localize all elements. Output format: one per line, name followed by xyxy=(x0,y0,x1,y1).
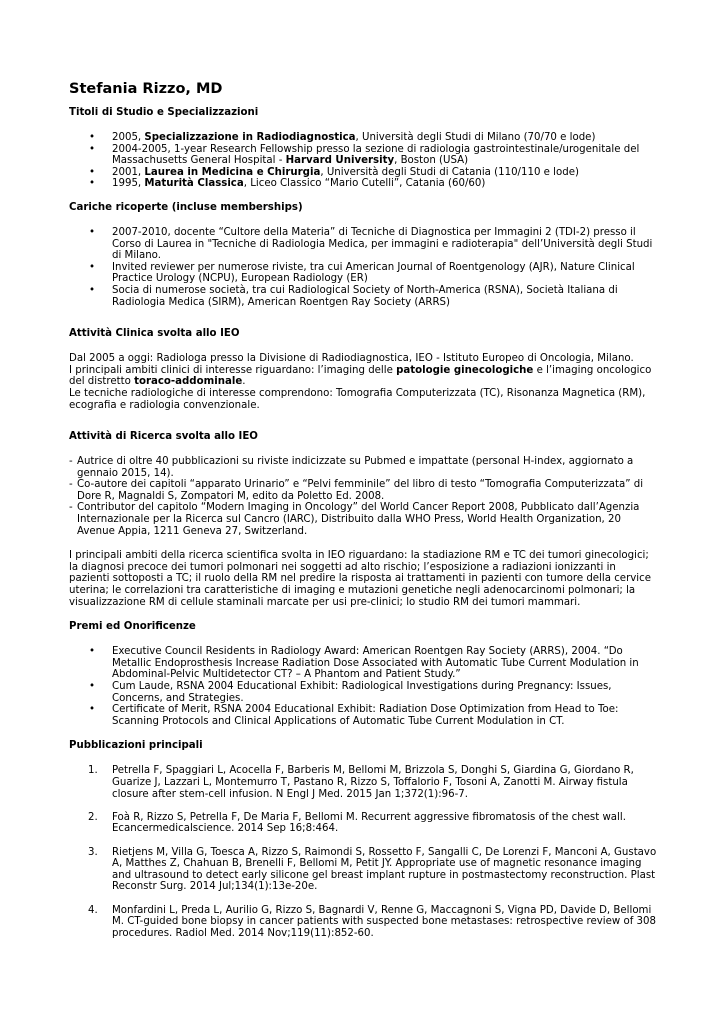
list-item: • Invited reviewer per numerose riviste, tra cui American Journal of Roentgenology (AJR), Nature Clinical Practice Urology (NCPU), European Radiology (ER) xyxy=(69,262,659,285)
section-title-ricerca: Attività di Ricerca svolta allo IEO xyxy=(69,431,258,443)
clinica-line-1: Dal 2005 a oggi: Radiologa presso la Divisione di Radiodiagnostica, IEO - Istituto Europeo di Oncologia, Milano. xyxy=(69,353,634,365)
list-item: • 1995, Maturità Classica, Liceo Classico “Mario Cutelli”, Catania (60/60) xyxy=(69,178,659,190)
list-item: • 2001, Laurea in Medicina e Chirurgia, Università degli Studi di Catania (110/110 e lode) xyxy=(69,167,659,179)
list-item: 4. Monfardini L, Preda L, Aurilio G, Rizzo S, Bagnardi V, Renne G, Maccagnoni S, Vigna PD, Davide D, Bellomi M. CT-guided bone biopsy in cancer patients with suspected bone metastases: retrospective review of 308 procedures. Radiol Med. 2014 Nov;119(11):852-60. xyxy=(88,904,656,939)
section-title-studio: Titoli di Studio e Specializzazioni xyxy=(69,107,259,118)
list-item: • 2007-2010, docente “Cultore della Materia” di Tecniche di Diagnostica per Immagini 2 (TDI-2) presso il Corso di Laurea in "Tecniche di Radiologia Medica, per immagini e radioterapia" dell’Università degli Studi di Milano. xyxy=(69,227,659,262)
cariche-list xyxy=(69,227,659,308)
section-title-clinica: Attività Clinica svolta allo IEO xyxy=(69,328,240,340)
list-item: • Executive Council Residents in Radiology Award: American Roentgen Ray Society (ARRS), 2004. “Do Metallic Endoprosthesis Increase Radiation Dose Associated with Automatic Tube Current Modulation in Abdominal-Pelvic Multidetector CT? – A Phantom and Patient Study.” xyxy=(69,646,659,681)
list-item: 3. Rietjens M, Villa G, Toesca A, Rizzo S, Raimondi S, Rossetto F, Sangalli C, De Lorenzi F, Manconi A, Gustavo A, Matthes Z, Chahuan B, Brenelli F, Bellomi M, Petit JY. Appropriate use of magnetic resonance imaging and ultrasound to detect early silicone gel breast implant rupture in postmastectomy reconstruction. Plast Reconstr Surg. 2014 Jul;134(1):13e-20e. xyxy=(88,846,657,893)
list-item: • Cum Laude, RSNA 2004 Educational Exhibit: Radiological Investigations during Pregnancy: Issues, Concerns, and Strategies. xyxy=(69,681,659,704)
ricerca-list xyxy=(69,456,659,537)
section-title-cariche: Cariche ricoperte (incluse memberships) xyxy=(69,201,303,213)
list-item: • 2005, Specializzazione in Radiodiagnostica, Università degli Studi di Milano (70/70 e lode) xyxy=(69,132,659,144)
cv-page xyxy=(69,80,659,951)
pubblicazioni-list xyxy=(69,765,659,939)
list-item: 2. Foà R, Rizzo S, Petrella F, De Maria F, Bellomi M. Recurrent aggressive fibromatosis of the chest wall. Ecancermedicalscience. 2014 Sep 16;8:464. xyxy=(88,811,626,835)
section-title-pubblicazioni: Pubblicazioni principali xyxy=(69,740,203,752)
clinica-line-2: I principali ambiti clinici di interesse riguardano: l’imaging delle patologie ginecologiche e l’imaging oncologico del distretto toraco-addominale. xyxy=(69,364,652,388)
ricerca-paragraph: I principali ambiti della ricerca scientifica svolta in IEO riguardano: la stadiazione RM e TC dei tumori ginecologici; la diagnosi precoce dei tumori polmonari nei soggetti ad alto rischio; l’esposizione a radiazioni ionizzanti in pazienti sottoposti a TC; il ruolo della RM nel predire la risposta ai trattamenti in pazienti con tumore della cervice uterina; le correlazioni tra caratteristiche di imaging e mutazioni genetiche negli adenocarcinomi polmonari; la visualizzazione RM di cellule staminali marcate per usi pre-clinici; lo studio RM dei tumori mammari. xyxy=(69,550,651,608)
clinica-line-3: Le tecniche radiologiche di interesse comprendono: Tomografia Computerizzata (TC), Risonanza Magnetica (RM), ecografia e radiologia convenzionale. xyxy=(69,387,646,411)
list-item: • Certificate of Merit, RSNA 2004 Educational Exhibit: Radiation Dose Optimization from Head to Toe: Scanning Protocols and Clinical Applications of Automatic Tube Current Modulation in CT. xyxy=(69,704,659,727)
list-item: • 2004-2005, 1-year Research Fellowship presso la sezione di radiologia gastrointestinale/urogenitale del Massachusetts General Hospital - Harvard University, Boston (USA) xyxy=(69,144,659,167)
section-title-premi: Premi ed Onorificenze xyxy=(69,621,196,633)
premi-list xyxy=(69,646,659,727)
list-item: - Autrice di oltre 40 pubblicazioni su riviste indicizzate su Pubmed e impattate (personal H-index, aggiornato a gennaio 2015, 14). xyxy=(69,456,659,479)
list-item: - Contributor del capitolo “Modern Imaging in Oncology” del World Cancer Report 2008, Pubblicato dall’Agenzia Internazionale per la Ricerca sul Cancro (IARC), Distribuito dalla WHO Press, World Health Organization, 20 Avenue Appia, 1211 Geneva 27, Switzerland. xyxy=(69,502,659,537)
studio-list xyxy=(69,132,659,190)
list-item: - Co-autore dei capitoli “apparato Urinario” e “Pelvi femminile” del libro di testo “Tomografia Computerizzata” di Dore R, Magnaldi S, Zompatori M, edito da Poletto Ed. 2008. xyxy=(69,479,659,502)
list-item: • Socia di numerose società, tra cui Radiological Society of North-America (RSNA), Società Italiana di Radiologia Medica (SIRM), American Roentgen Ray Society (ARRS) xyxy=(69,285,659,308)
list-item: 1. Petrella F, Spaggiari L, Acocella F, Barberis M, Bellomi M, Brizzola S, Donghi S, Giardina G, Giordano R, Guarize J, Lazzari L, Montemurro T, Pastano R, Rizzo S, Toffalorio F, Tosoni A, Zanotti M. Airway fistula closure after stem-cell infusion. N Engl J Med. 2015 Jan 1;372(1):96-7. xyxy=(88,765,634,800)
page-title: Stefania Rizzo, MD xyxy=(69,81,223,97)
